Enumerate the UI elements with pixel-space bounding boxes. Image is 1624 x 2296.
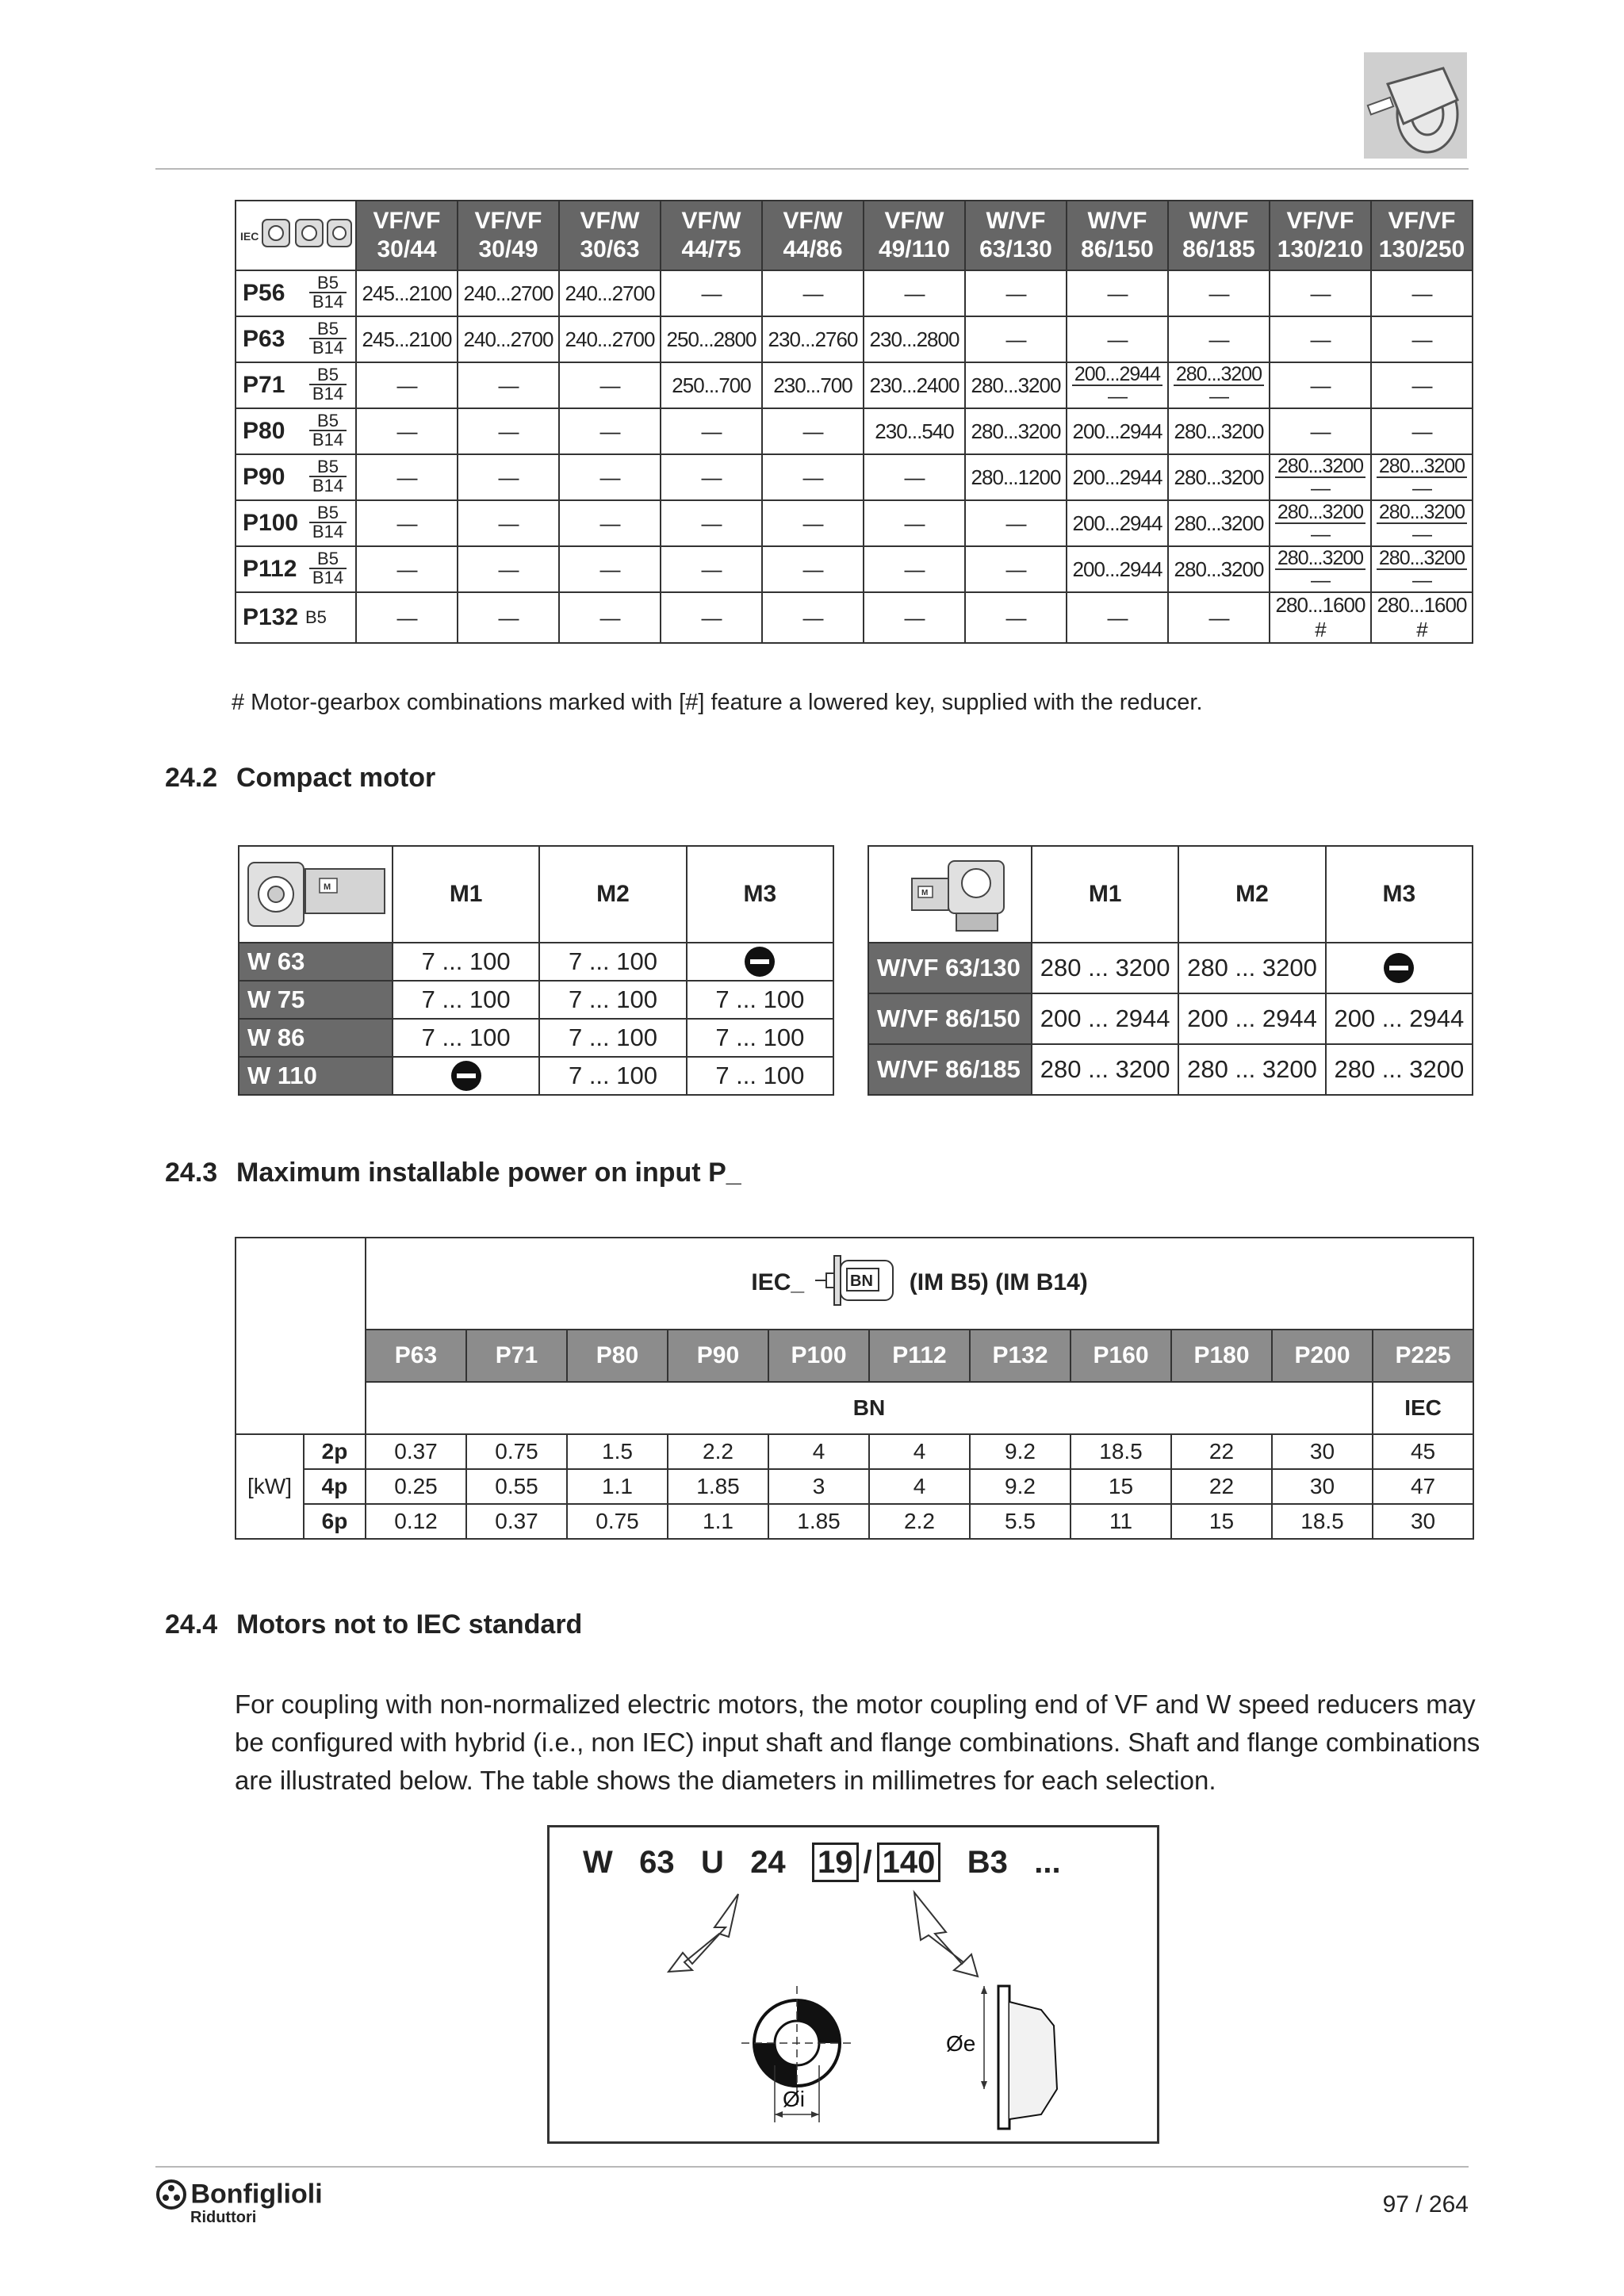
ratio-range-cell: — — [864, 546, 965, 592]
col-header: VF/W 44/86 — [762, 201, 864, 270]
section-heading: 24.3 Maximum installable power on input P_ — [165, 1158, 741, 1188]
mounting-flange: $\frac{B5}{B14}$ — [305, 500, 356, 546]
table-row — [239, 943, 833, 981]
reducer-label: W/VF 86/150 — [868, 993, 1032, 1044]
power-value: 1.5 — [567, 1434, 668, 1469]
table-row — [868, 1044, 1473, 1095]
power-value: 0.12 — [366, 1504, 466, 1539]
power-value: 5.5 — [970, 1504, 1071, 1539]
ratio-range-cell: 280 ... 3200 — [1032, 1044, 1178, 1095]
not-allowed-icon — [393, 1057, 539, 1095]
ratio-range-cell: 280...3200 — — [1270, 546, 1371, 592]
col-header: M1 — [1032, 846, 1178, 943]
ratio-range-cell: — — [458, 592, 559, 643]
ratio-range-cell: 200...2944 — [1067, 500, 1168, 546]
svg-text:IEC: IEC — [240, 229, 259, 243]
table-row — [236, 408, 1473, 454]
ratio-range-cell: — — [356, 408, 458, 454]
ratio-range-cell: 7 ... 100 — [539, 1057, 686, 1095]
frame-size-header: P200 — [1272, 1330, 1373, 1382]
ratio-range-cell: — — [559, 362, 661, 408]
ratio-range-cell: — — [1067, 592, 1168, 643]
ratio-range-cell: — — [1270, 316, 1371, 362]
ratio-range-cell: 7 ... 100 — [393, 1019, 539, 1057]
compact-motor-wvf-illustration — [868, 846, 1032, 943]
ratio-range-cell: 280...3200 — [1168, 500, 1270, 546]
ratio-range-cell: 280...3200 — [1168, 546, 1270, 592]
ratio-range-cell: — — [864, 270, 965, 316]
power-value: 30 — [1373, 1504, 1473, 1539]
ratio-range-cell: 240...2700 — [458, 270, 559, 316]
table-row — [236, 362, 1473, 408]
table-row — [236, 592, 1473, 643]
col-header: W/VF 63/130 — [965, 201, 1067, 270]
ratio-range-cell: — — [1371, 362, 1473, 408]
ratio-range-cell: 280...3200 — [1168, 408, 1270, 454]
ratio-range-cell: 200...2944 — [1067, 454, 1168, 500]
frame-size-header: P80 — [567, 1330, 668, 1382]
ratio-range-cell: 7 ... 100 — [393, 981, 539, 1019]
flange-code: 140 — [877, 1843, 941, 1882]
power-value: 0.75 — [567, 1504, 668, 1539]
reducer-label: W 63 — [239, 943, 393, 981]
mounting-flange: $\frac{B5}{B14}$ — [305, 316, 356, 362]
ratio-range-cell: 230...2400 — [864, 362, 965, 408]
compact-motor-wvf-table — [868, 845, 1473, 1096]
ratio-range-cell: — — [965, 592, 1067, 643]
designation-code: W 63 U 24 19 / 140 B3 ... — [583, 1845, 1061, 1881]
ratio-range-cell: — — [458, 546, 559, 592]
power-value: 3 — [768, 1469, 869, 1504]
mounting-flange: $\frac{B5}{B14}$ — [305, 270, 356, 316]
power-value: 0.55 — [466, 1469, 567, 1504]
ratio-range-cell: — — [1168, 316, 1270, 362]
ratio-range-cell: — — [559, 546, 661, 592]
ratio-range-cell: — — [458, 408, 559, 454]
col-header: M2 — [1178, 846, 1325, 943]
col-header: M3 — [687, 846, 833, 943]
ratio-range-cell: — — [762, 500, 864, 546]
ratio-range-cell: 280 ... 3200 — [1178, 943, 1325, 993]
ratio-range-cell: 200 ... 2944 — [1326, 993, 1473, 1044]
ratio-range-cell: — — [458, 500, 559, 546]
power-value: 11 — [1071, 1504, 1171, 1539]
ratio-range-cell: 245...2100 — [356, 270, 458, 316]
ratio-range-cell: 280...3200 — [965, 408, 1067, 454]
power-value: 47 — [1373, 1469, 1473, 1504]
ratio-range-cell: 230...700 — [762, 362, 864, 408]
ratio-range-cell: 7 ... 100 — [687, 1057, 833, 1095]
mounting-flange: $\frac{B5}{B14}$ — [305, 546, 356, 592]
brand-logo: Bonfiglioli Riduttori — [155, 2179, 323, 2227]
ratio-range-cell: 230...540 — [864, 408, 965, 454]
reducer-label: W/VF 63/130 — [868, 943, 1032, 993]
col-header: VF/VF 30/49 — [458, 201, 559, 270]
table-row — [236, 454, 1473, 500]
power-value: 18.5 — [1272, 1504, 1373, 1539]
ratio-range-cell: 200 ... 2944 — [1178, 993, 1325, 1044]
motor-size: P56 — [236, 270, 305, 316]
ratio-range-cell: — — [762, 270, 864, 316]
mounting-flange: B5 — [305, 592, 356, 643]
power-value: 4 — [869, 1469, 970, 1504]
bonfiglioli-logo-icon — [155, 2179, 187, 2210]
col-header: VF/VF 130/210 — [1270, 201, 1371, 270]
ratio-range-cell: — — [356, 546, 458, 592]
power-value: 0.37 — [466, 1504, 567, 1539]
ratio-range-cell: — — [965, 316, 1067, 362]
poles-label: 2p — [304, 1434, 366, 1469]
ratio-range-cell: — — [356, 362, 458, 408]
table-row — [239, 981, 833, 1019]
ratio-range-cell: — — [458, 454, 559, 500]
ratio-range-cell: 250...2800 — [661, 316, 762, 362]
ratio-range-cell: 230...2800 — [864, 316, 965, 362]
page-number: 97 / 264 — [1382, 2191, 1469, 2218]
col-header: M1 — [393, 846, 539, 943]
table-row — [239, 1019, 833, 1057]
power-value: 0.25 — [366, 1469, 466, 1504]
poles-label: 4p — [304, 1469, 366, 1504]
ratio-range-cell: — — [356, 500, 458, 546]
ratio-range-cell: 200...2944 — [1067, 546, 1168, 592]
ratio-range-cell: 280...3200 — [965, 362, 1067, 408]
svg-text:Øe: Øe — [946, 2031, 976, 2056]
ratio-range-cell: — — [559, 408, 661, 454]
ratio-range-cell: 280...3200 — — [1168, 362, 1270, 408]
ratio-range-cell: 280 ... 3200 — [1178, 1044, 1325, 1095]
ratio-range-cell: 280 ... 3200 — [1326, 1044, 1473, 1095]
ratio-range-cell: 200 ... 2944 — [1032, 993, 1178, 1044]
mounting-flange: $\frac{B5}{B14}$ — [305, 362, 356, 408]
ratio-range-cell: 7 ... 100 — [539, 1019, 686, 1057]
power-value: 45 — [1373, 1434, 1473, 1469]
col-header: VF/W 44/75 — [661, 201, 762, 270]
ratio-range-cell: — — [762, 454, 864, 500]
reducer-label: W 86 — [239, 1019, 393, 1057]
ratio-range-cell: — — [965, 546, 1067, 592]
ratio-range-cell: — — [864, 454, 965, 500]
col-header: VF/VF 30/44 — [356, 201, 458, 270]
ratio-range-cell: 200...2944 — [1067, 408, 1168, 454]
col-header: VF/VF 130/250 — [1371, 201, 1473, 270]
frame-size-header: P90 — [668, 1330, 768, 1382]
ratio-range-cell: — — [762, 546, 864, 592]
ratio-range-cell: 240...2700 — [559, 316, 661, 362]
group-bn: BN — [366, 1382, 1373, 1434]
col-header: M3 — [1326, 846, 1473, 943]
compact-motor-w-illustration — [239, 846, 393, 943]
table-row — [236, 1469, 1473, 1504]
col-header: VF/W 49/110 — [864, 201, 965, 270]
power-value: 4 — [768, 1434, 869, 1469]
ratio-range-cell: — — [1270, 270, 1371, 316]
table-row — [236, 1504, 1473, 1539]
power-value: 1.1 — [567, 1469, 668, 1504]
shaft-flange-drawing — [550, 1827, 1152, 2137]
col-header: W/VF 86/150 — [1067, 201, 1168, 270]
table-row — [236, 500, 1473, 546]
col-header: W/VF 86/185 — [1168, 201, 1270, 270]
ratio-range-cell: 7 ... 100 — [393, 943, 539, 981]
motor-size: P112 — [236, 546, 305, 592]
col-header: VF/W 30/63 — [559, 201, 661, 270]
ratio-range-cell: 280...3200 — — [1371, 454, 1473, 500]
svg-text:M: M — [324, 882, 331, 892]
designation-diagram — [547, 1825, 1159, 2144]
table-row — [236, 1434, 1473, 1469]
ratio-range-cell: — — [1371, 316, 1473, 362]
frame-size-header: P63 — [366, 1330, 466, 1382]
gear-reducer-icon — [1364, 52, 1467, 159]
motor-size: P71 — [236, 362, 305, 408]
table-row — [236, 316, 1473, 362]
table-row — [239, 1057, 833, 1095]
ratio-range-cell: — — [559, 592, 661, 643]
ratio-range-cell: — — [559, 454, 661, 500]
ratio-range-cell: — — [762, 408, 864, 454]
power-value: 1.85 — [768, 1504, 869, 1539]
footer-rule — [155, 2166, 1469, 2168]
power-value: 0.75 — [466, 1434, 567, 1469]
motor-size: P63 — [236, 316, 305, 362]
motor-size: P100 — [236, 500, 305, 546]
empty-corner — [236, 1238, 366, 1434]
not-allowed-icon — [1326, 943, 1473, 993]
col-header: M2 — [539, 846, 686, 943]
power-value: 15 — [1171, 1504, 1272, 1539]
ratio-range-cell: — — [965, 500, 1067, 546]
ratio-range-cell: 250...700 — [661, 362, 762, 408]
frame-size-header: P100 — [768, 1330, 869, 1382]
not-allowed-icon — [687, 943, 833, 981]
power-value: 22 — [1171, 1469, 1272, 1504]
ratio-range-cell: 280...3200 — — [1371, 546, 1473, 592]
section-heading: 24.2 Compact motor — [165, 763, 436, 793]
shaft-code: 19 — [812, 1843, 859, 1882]
poles-label: 6p — [304, 1504, 366, 1539]
iec-motor-caption: IEC_ BN (IM B5) (IM B14) — [366, 1238, 1473, 1330]
ratio-range-cell: — — [661, 500, 762, 546]
svg-text:Øi: Øi — [783, 2087, 805, 2111]
ratio-range-cell: — — [1067, 316, 1168, 362]
ratio-range-cell: — — [356, 592, 458, 643]
ratio-range-cell: 280...3200 — — [1270, 500, 1371, 546]
motor-size: P132 — [236, 592, 305, 643]
frame-size-header: P225 — [1373, 1330, 1473, 1382]
ratio-range-cell: — — [559, 500, 661, 546]
ratio-range-cell: — — [1067, 270, 1168, 316]
ratio-range-cell: 200...2944 — — [1067, 362, 1168, 408]
ratio-range-cell: — — [661, 408, 762, 454]
ratio-range-cell: 280...1200 — [965, 454, 1067, 500]
frame-size-header: P71 — [466, 1330, 567, 1382]
ratio-range-cell: 280...3200 — [1168, 454, 1270, 500]
svg-text:M: M — [921, 889, 929, 897]
ratio-range-cell: 7 ... 100 — [539, 943, 686, 981]
svg-text:BN: BN — [850, 1272, 874, 1290]
power-value: 9.2 — [970, 1434, 1071, 1469]
ratio-range-cell: — — [864, 500, 965, 546]
power-value: 22 — [1171, 1434, 1272, 1469]
power-value: 30 — [1272, 1434, 1373, 1469]
power-value: 15 — [1071, 1469, 1171, 1504]
ratio-range-cell: 7 ... 100 — [539, 981, 686, 1019]
power-value: 9.2 — [970, 1469, 1071, 1504]
ratio-range-cell: 280...1600 # — [1270, 592, 1371, 643]
ratio-range-cell: — — [661, 546, 762, 592]
table-row — [868, 993, 1473, 1044]
group-iec: IEC — [1373, 1382, 1473, 1434]
ratio-range-cell: — — [1371, 408, 1473, 454]
motor-size: P80 — [236, 408, 305, 454]
motor-gearbox-table — [235, 200, 1473, 644]
mounting-flange: $\frac{B5}{B14}$ — [305, 454, 356, 500]
header-rule — [155, 168, 1469, 170]
unit-label: [kW] — [236, 1434, 304, 1539]
ratio-range-cell: 280 ... 3200 — [1032, 943, 1178, 993]
power-value: 2.2 — [869, 1504, 970, 1539]
table-row — [236, 546, 1473, 592]
power-value: 30 — [1272, 1469, 1373, 1504]
section-heading: 24.4 Motors not to IEC standard — [165, 1609, 583, 1640]
ratio-range-cell: — — [965, 270, 1067, 316]
ratio-range-cell: 7 ... 100 — [687, 981, 833, 1019]
motor-size: P90 — [236, 454, 305, 500]
reducer-label: W/VF 86/185 — [868, 1044, 1032, 1095]
frame-size-header: P180 — [1171, 1330, 1272, 1382]
frame-size-header: P112 — [869, 1330, 970, 1382]
power-value: 0.37 — [366, 1434, 466, 1469]
frame-size-header: P132 — [970, 1330, 1071, 1382]
ratio-range-cell: — — [661, 270, 762, 316]
iec-mounting-icons — [236, 201, 356, 270]
ratio-range-cell: — — [661, 454, 762, 500]
ratio-range-cell: — — [864, 592, 965, 643]
ratio-range-cell: — — [1371, 270, 1473, 316]
reducer-label: W 110 — [239, 1057, 393, 1095]
ratio-range-cell: 230...2760 — [762, 316, 864, 362]
mounting-flange: $\frac{B5}{B14}$ — [305, 408, 356, 454]
ratio-range-cell: 280...3200 — — [1371, 500, 1473, 546]
compact-motor-w-table — [238, 845, 834, 1096]
ratio-range-cell: — — [762, 592, 864, 643]
table-row — [868, 943, 1473, 993]
ratio-range-cell: 240...2700 — [458, 316, 559, 362]
ratio-range-cell: 280...1600 # — [1371, 592, 1473, 643]
body-paragraph: For coupling with non-normalized electric motors, the motor coupling end of VF and W speed reducers may be configured with hybrid (i.e., non IEC) input shaft and flange combinations. Shaft and flange combinations are illustrated below. The table shows the diameters in millimetres for each selection. — [235, 1689, 1480, 1795]
frame-size-header: P160 — [1071, 1330, 1171, 1382]
ratio-range-cell: 245...2100 — [356, 316, 458, 362]
footnote: # Motor-gearbox combinations marked with [#] feature a lowered key, supplied with the reducer. — [232, 690, 1203, 715]
ratio-range-cell: — — [1270, 362, 1371, 408]
power-value: 1.85 — [668, 1469, 768, 1504]
ratio-range-cell: 280...3200 — — [1270, 454, 1371, 500]
table-row — [236, 270, 1473, 316]
reducer-label: W 75 — [239, 981, 393, 1019]
ratio-range-cell: — — [1168, 270, 1270, 316]
ratio-range-cell: — — [1168, 592, 1270, 643]
ratio-range-cell: — — [1270, 408, 1371, 454]
ratio-range-cell: — — [661, 592, 762, 643]
power-value: 2.2 — [668, 1434, 768, 1469]
max-power-table — [235, 1237, 1474, 1540]
ratio-range-cell: — — [356, 454, 458, 500]
power-value: 18.5 — [1071, 1434, 1171, 1469]
power-value: 4 — [869, 1434, 970, 1469]
power-value: 1.1 — [668, 1504, 768, 1539]
ratio-range-cell: 240...2700 — [559, 270, 661, 316]
ratio-range-cell: — — [458, 362, 559, 408]
ratio-range-cell: 7 ... 100 — [687, 1019, 833, 1057]
bn-motor-icon — [815, 1253, 898, 1314]
